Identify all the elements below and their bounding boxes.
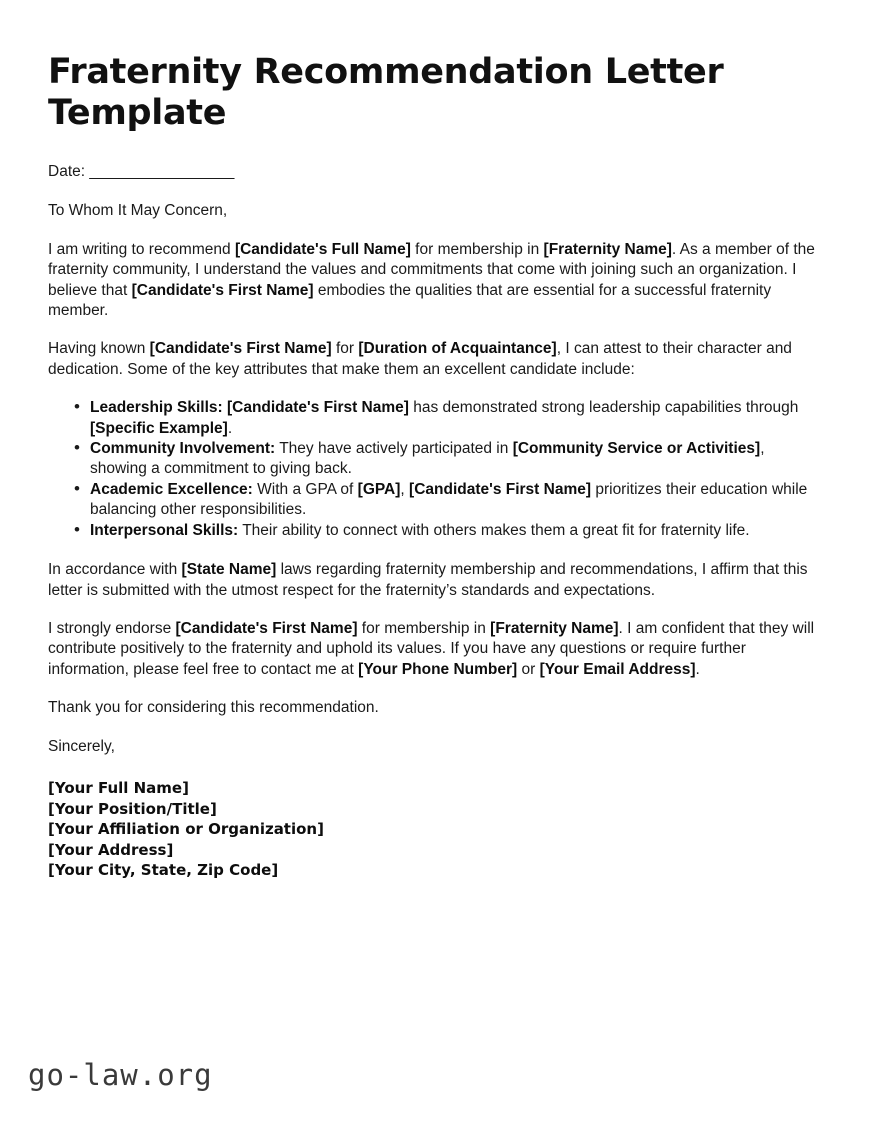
placeholder-gpa: [GPA] (357, 480, 401, 498)
text-segment: for membership in (410, 240, 544, 258)
signature-line-full-name: [Your Full Name] (48, 778, 189, 797)
document-body (48, 52, 824, 881)
list-item-label: Leadership Skills: [Candidate's First Name] (90, 399, 409, 417)
list-item-tail: . (227, 419, 233, 437)
list-item (48, 480, 824, 521)
list-item-text: has demonstrated strong leadership capabilities through (408, 399, 799, 417)
list-item-text: They have actively participated in (275, 440, 513, 458)
text-segment: In accordance with (48, 561, 182, 579)
text-segment: or (517, 660, 540, 678)
text-segment: Having known (48, 340, 150, 358)
list-item-text: With a GPA of (252, 480, 358, 498)
paragraph-intro (48, 240, 824, 322)
attributes-list (48, 398, 824, 541)
date-label: Date: (48, 163, 86, 180)
signature-line-position-title: [Your Position/Title] (48, 799, 217, 818)
list-item-label: Community Involvement: (90, 440, 276, 458)
bullet-icon: • (74, 397, 80, 417)
text-segment: . (695, 660, 700, 678)
placeholder-state-name: [State Name] (181, 561, 277, 579)
placeholder-your-phone-number: [Your Phone Number] (358, 660, 518, 678)
placeholder-fraternity-name: [Fraternity Name] (490, 619, 619, 637)
text-segment: I am writing to recommend (48, 240, 235, 258)
page-title: Fraternity Recommendation Letter Template (48, 52, 724, 133)
closing-sincerely: Sincerely, (48, 737, 115, 755)
footer-watermark: go-law.org (28, 1058, 213, 1092)
text-segment: I strongly endorse (48, 619, 176, 637)
bullet-icon: • (74, 438, 80, 458)
placeholder-candidate-first-name: [Candidate's First Name] (175, 619, 358, 637)
date-line (48, 162, 824, 182)
bullet-icon: • (74, 519, 80, 539)
placeholder-community-service: [Community Service or Activities] (512, 440, 761, 458)
placeholder-candidate-first-name: [Candidate's First Name] (409, 480, 592, 498)
placeholder-duration-of-acquaintance: [Duration of Acquaintance] (358, 340, 557, 358)
list-item-label: Academic Excellence: (90, 480, 253, 498)
date-blank-field[interactable]: __________________ (89, 163, 234, 180)
paragraph-acquaintance (48, 339, 824, 380)
text-segment: . As a member of the fraternity community, I understand the values and commitments that come with joining such an organization. I believe that (48, 240, 815, 299)
paragraph-state-law (48, 560, 824, 601)
list-item-label: Interpersonal Skills: (90, 521, 239, 539)
list-item (48, 439, 824, 480)
text-segment: , (400, 480, 410, 498)
bullet-icon: • (74, 478, 80, 498)
placeholder-fraternity-name: [Fraternity Name] (543, 240, 672, 258)
text-segment: for membership in (357, 619, 491, 637)
paragraph-endorsement (48, 619, 824, 680)
closing-thanks: Thank you for considering this recommendation. (48, 699, 379, 717)
signature-line-city-state-zip: [Your City, State, Zip Code] (48, 861, 279, 880)
salutation: To Whom It May Concern, (48, 202, 228, 220)
text-segment: . I am confident that they will contribute positively to the fraternity and uphold its values. If you have any questions or require further information, please feel free to contact me at (48, 619, 815, 678)
list-item-tail: , showing a commitment to giving back. (90, 440, 765, 478)
list-item (48, 521, 824, 541)
signature-block (48, 778, 824, 881)
placeholder-specific-example: [Specific Example] (90, 419, 228, 437)
placeholder-candidate-full-name: [Candidate's Full Name] (234, 240, 411, 258)
signature-line-address: [Your Address] (48, 840, 174, 859)
list-item (48, 398, 824, 439)
list-item-text: Their ability to connect with others makes them a great fit for fraternity life. (238, 521, 750, 539)
text-segment: for (331, 340, 359, 358)
text-segment: , I can attest to their character and dedication. Some of the key attributes that make them an excellent candidate include: (48, 340, 792, 378)
text-segment: laws regarding fraternity membership and recommendations, I affirm that this letter is submitted with the utmost respect for the fraternity’s standards and expectations. (48, 561, 808, 599)
list-item-tail: prioritizes their education while balancing other responsibilities. (90, 480, 808, 519)
placeholder-candidate-first-name: [Candidate's First Name] (131, 281, 314, 299)
placeholder-candidate-first-name: [Candidate's First Name] (149, 340, 332, 358)
text-segment: embodies the qualities that are essential for a successful fraternity member. (48, 281, 772, 320)
signature-line-affiliation: [Your Affiliation or Organization] (48, 820, 324, 839)
placeholder-your-email-address: [Your Email Address] (539, 660, 696, 678)
